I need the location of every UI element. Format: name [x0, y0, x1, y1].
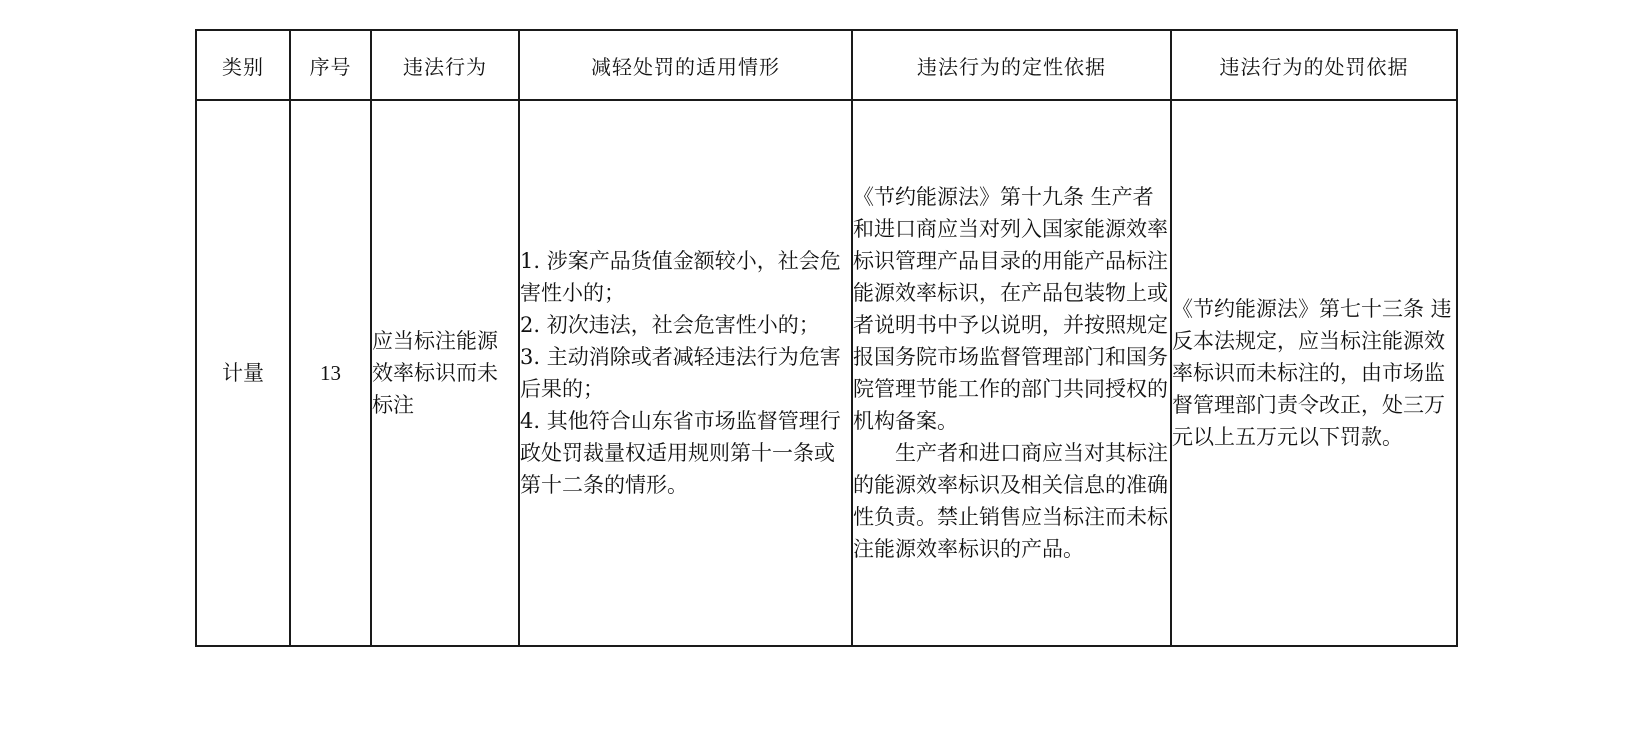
cell-category: 计量 [196, 100, 290, 646]
header-violation: 违法行为 [371, 30, 519, 100]
header-basis: 违法行为的定性依据 [852, 30, 1171, 100]
cell-seq: 13 [290, 100, 371, 646]
basis-paragraph: 生产者和进口商应当对其标注的能源效率标识及相关信息的准确性负责。禁止销售应当标注而未标注能源效率标识的产品。 [853, 441, 1168, 561]
mitigation-item: 1. 涉案产品货值金额较小，社会危害性小的； [520, 249, 841, 305]
cell-penalty: 《节约能源法》第七十三条 违反本法规定，应当标注能源效率标识而未标注的，由市场监督管理部门责令改正，处三万元以上五万元以下罚款。 [1171, 100, 1457, 646]
cell-mitigation [519, 100, 852, 646]
header-seq: 序号 [290, 30, 371, 100]
mitigation-item: 4. 其他符合山东省市场监督管理行政处罚裁量权适用规则第十一条或第十二条的情形。 [520, 409, 841, 497]
mitigation-item: 2. 初次违法，社会危害性小的； [520, 313, 820, 337]
mitigation-item: 3. 主动消除或者减轻违法行为危害后果的； [520, 345, 841, 401]
header-mitigation: 减轻处罚的适用情形 [519, 30, 852, 100]
penalty-table [195, 29, 1458, 647]
basis-paragraph: 《节约能源法》第十九条 生产者和进口商应当对列入国家能源效率标识管理产品目录的用能产品标注能源效率标识，在产品包装物上或者说明书中予以说明，并按照规定报国务院市场监督管理部门和国务院管理节能工作的部门共同授权的机构备案。 [853, 185, 1168, 433]
header-penalty: 违法行为的处罚依据 [1171, 30, 1457, 100]
cell-violation: 应当标注能源效率标识而未标注 [371, 100, 519, 646]
cell-basis [852, 100, 1171, 646]
header-category: 类别 [196, 30, 290, 100]
table-header-row [196, 30, 1457, 100]
table-row [196, 100, 1457, 646]
